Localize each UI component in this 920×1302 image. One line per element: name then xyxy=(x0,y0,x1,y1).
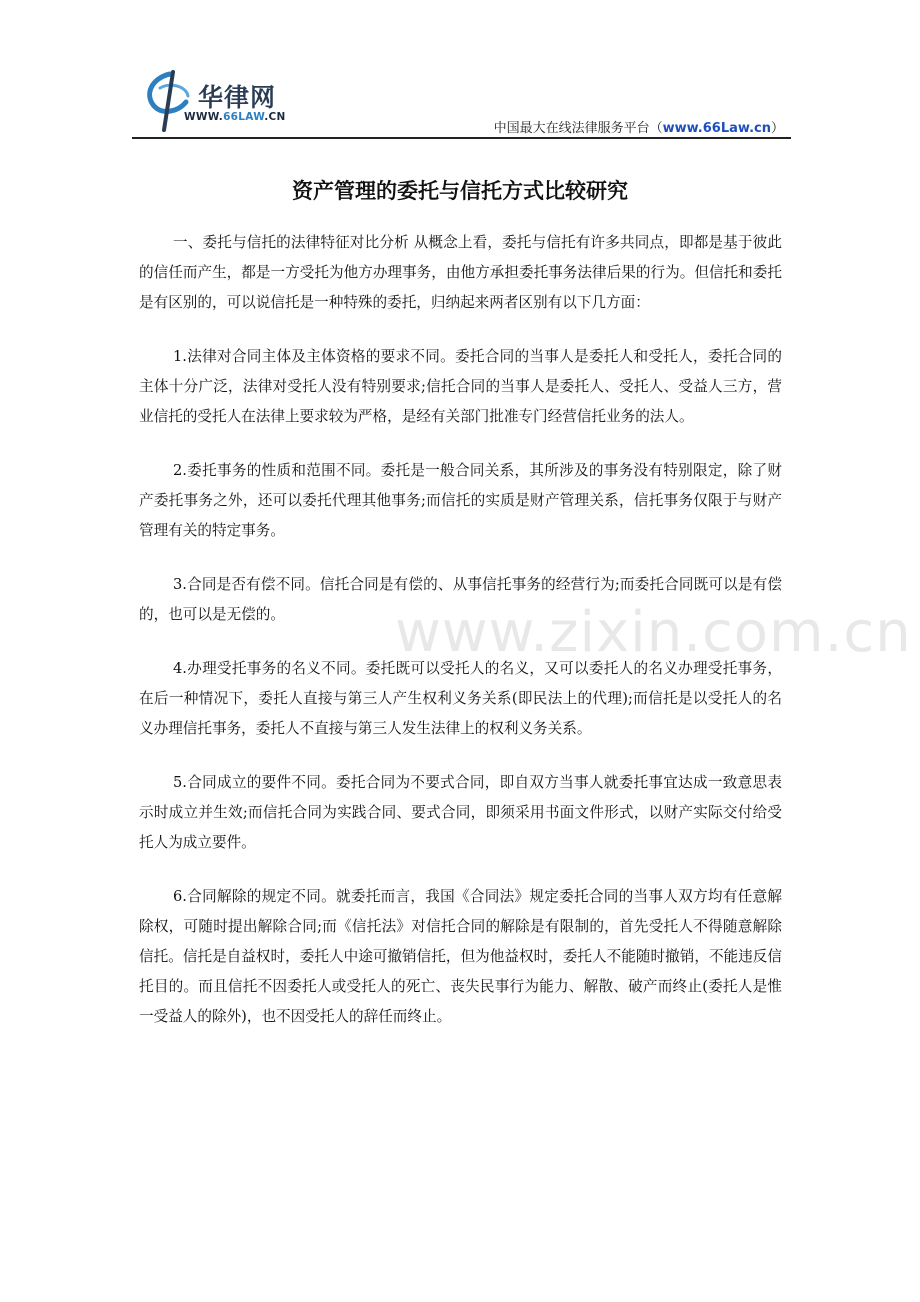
logo-url: WWW.66LAW.CN xyxy=(184,111,286,123)
paragraph-3: 3.合同是否有偿不同。信托合同是有偿的、从事信托事务的经营行为;而委托合同既可以是有偿的，也可以是无偿的。 xyxy=(139,576,782,623)
document-body xyxy=(139,228,782,1056)
site-logo[interactable] xyxy=(140,68,340,132)
header-tagline xyxy=(494,117,784,136)
watermark: www.zixin.com.cn xyxy=(395,600,912,665)
document-title: 资产管理的委托与信托方式比较研究 xyxy=(292,179,628,203)
tagline-text: 中国最大在线法律服务平台（ xyxy=(493,121,663,136)
paragraph-1: 1.法律对合同主体及主体资格的要求不同。委托合同的当事人是委托人和受托人，委托合同的主体十分广泛，法律对受托人没有特别要求;信托合同的当事人是委托人、受托人、受益人三方，营业信托的受托人在法律上要求较为严格，是经有关部门批准专门经营信托业务的法人。 xyxy=(139,348,782,425)
site-link[interactable]: www.66Law.cn xyxy=(662,121,771,136)
header-divider xyxy=(132,137,791,139)
paragraph-2: 2.委托事务的性质和范围不同。委托是一般合同关系，其所涉及的事务没有特别限定，除了财产委托事务之外，还可以委托代理其他事务;而信托的实质是财产管理关系，信托事务仅限于与财产管理有关的特定事务。 xyxy=(139,462,782,539)
page-header xyxy=(0,0,920,140)
tagline-close: ） xyxy=(770,121,784,136)
paragraph-5: 5.合同成立的要件不同。委托合同为不要式合同，即自双方当事人就委托事宜达成一致意思表示时成立并生效;而信托合同为实践合同、要式合同，即须采用书面文件形式，以财产实际交付给受托人为成立要件。 xyxy=(139,774,782,851)
paragraph-6: 6.合同解除的规定不同。就委托而言，我国《合同法》规定委托合同的当事人双方均有任意解除权，可随时提出解除合同;而《信托法》对信托合同的解除是有限制的，首先受托人不得随意解除信托。信托是自益权时，委托人中途可撤销信托，但为他益权时，委托人不能随时撤销，不能违反信托目的。而且信托不因委托人或受托人的死亡、丧失民事行为能力、解散、破产而终止(委托人是惟一受益人的除外)，也不因受托人的辞任而终止。 xyxy=(139,888,782,1025)
paragraph-intro: 一、委托与信托的法律特征对比分析 从概念上看，委托与信托有许多共同点，即都是基于彼此的信任而产生，都是一方受托为他方办理事务，由他方承担委托事务法律后果的行为。但信托和委托是有区别的，可以说信托是一种特殊的委托，归纳起来两者区别有以下几方面： xyxy=(139,234,782,311)
paragraph-4: 4.办理受托事务的名义不同。委托既可以受托人的名义，又可以委托人的名义办理受托事务，在后一种情况下，委托人直接与第三人产生权利义务关系(即民法上的代理);而信托是以受托人的名义办理信托事务，委托人不直接与第三人发生法律上的权利义务关系。 xyxy=(139,660,782,737)
logo-title: 华律网 xyxy=(198,83,277,112)
